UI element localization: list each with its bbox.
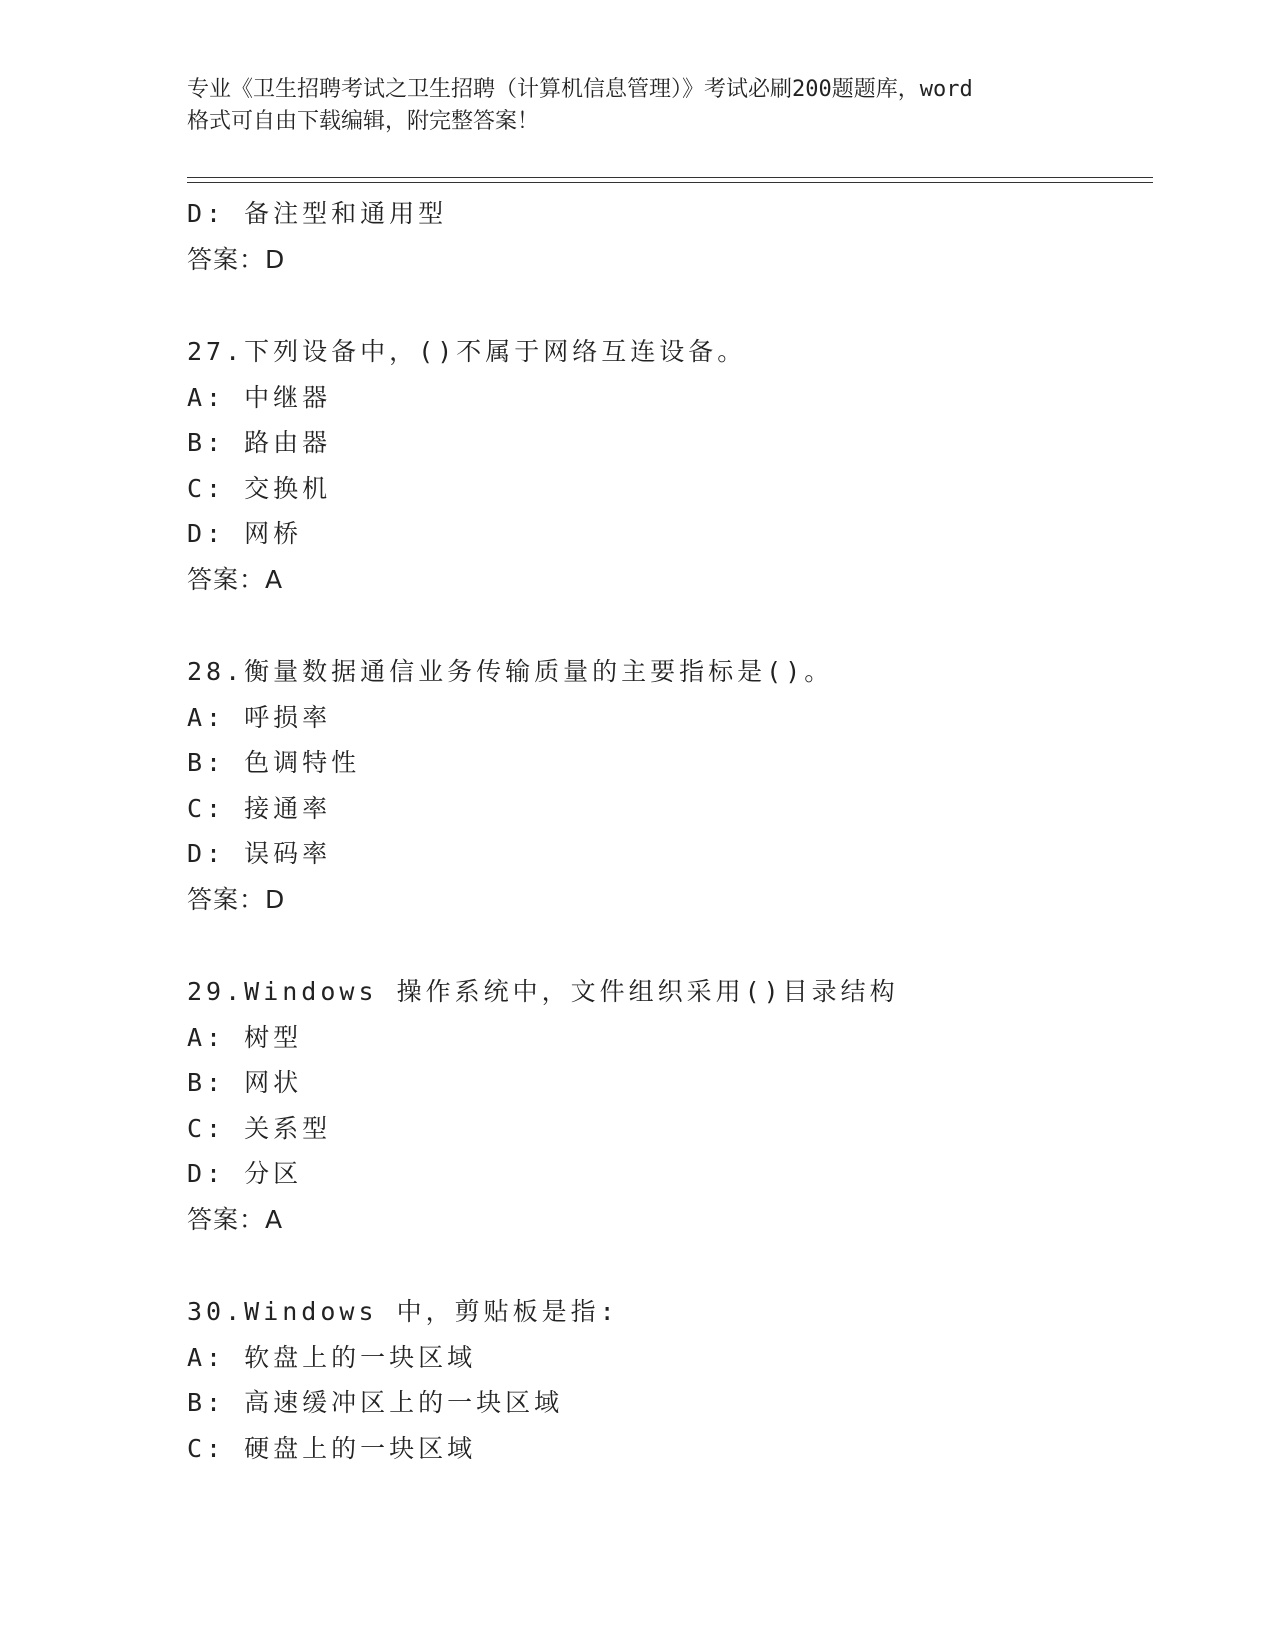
- question-29-stem: 29.Windows 操作系统中，文件组织采用()目录结构: [187, 977, 899, 1006]
- question-29-answer: 答案：A: [187, 1204, 284, 1234]
- question-30-option-c: C: 硬盘上的一块区域: [187, 1433, 477, 1463]
- header-line-1: 专业《卫生招聘考试之卫生招聘（计算机信息管理）》考试必刷200题题库，word: [187, 77, 973, 102]
- question-30-option-b: B: 高速缓冲区上的一块区域: [187, 1388, 564, 1417]
- question-29-option-c: C: 关系型: [187, 1113, 332, 1143]
- question-27-option-d: D: 网桥: [187, 519, 303, 548]
- question-27-stem: 27.下列设备中，()不属于网络互连设备。: [187, 337, 747, 366]
- question-27-option-b: B: 路由器: [187, 428, 332, 457]
- header-divider-bottom: [187, 182, 1153, 183]
- question-30-option-a: A: 软盘上的一块区域: [187, 1342, 477, 1372]
- spacer: [187, 282, 1153, 329]
- question-29-option-d: D: 分区: [187, 1159, 303, 1188]
- question-28-stem: 28.衡量数据通信业务传输质量的主要指标是()。: [187, 657, 834, 686]
- question-28-option-a: A: 呼损率: [187, 702, 332, 732]
- document-header: [187, 74, 1087, 138]
- partial-option-d: D: 备注型和通用型: [187, 199, 448, 228]
- question-27-option-a: A: 中继器: [187, 382, 332, 412]
- question-28-answer: 答案：D: [187, 884, 286, 914]
- question-28-option-d: D: 误码率: [187, 839, 332, 868]
- question-28-option-c: C: 接通率: [187, 793, 332, 823]
- question-29-option-b: B: 网状: [187, 1068, 303, 1097]
- header-line-2: 格式可自由下载编辑，附完整答案！: [187, 109, 540, 134]
- header-divider-top: [187, 177, 1153, 178]
- spacer: [187, 602, 1153, 649]
- question-27-option-c: C: 交换机: [187, 473, 332, 503]
- question-27-answer: 答案：A: [187, 564, 284, 594]
- question-30-stem: 30.Windows 中，剪贴板是指:: [187, 1297, 619, 1326]
- spacer: [187, 1242, 1153, 1289]
- question-list: [187, 191, 1153, 1471]
- question-29-option-a: A: 树型: [187, 1022, 303, 1052]
- spacer: [187, 922, 1153, 969]
- question-28-option-b: B: 色调特性: [187, 748, 361, 777]
- partial-answer: 答案：D: [187, 244, 286, 274]
